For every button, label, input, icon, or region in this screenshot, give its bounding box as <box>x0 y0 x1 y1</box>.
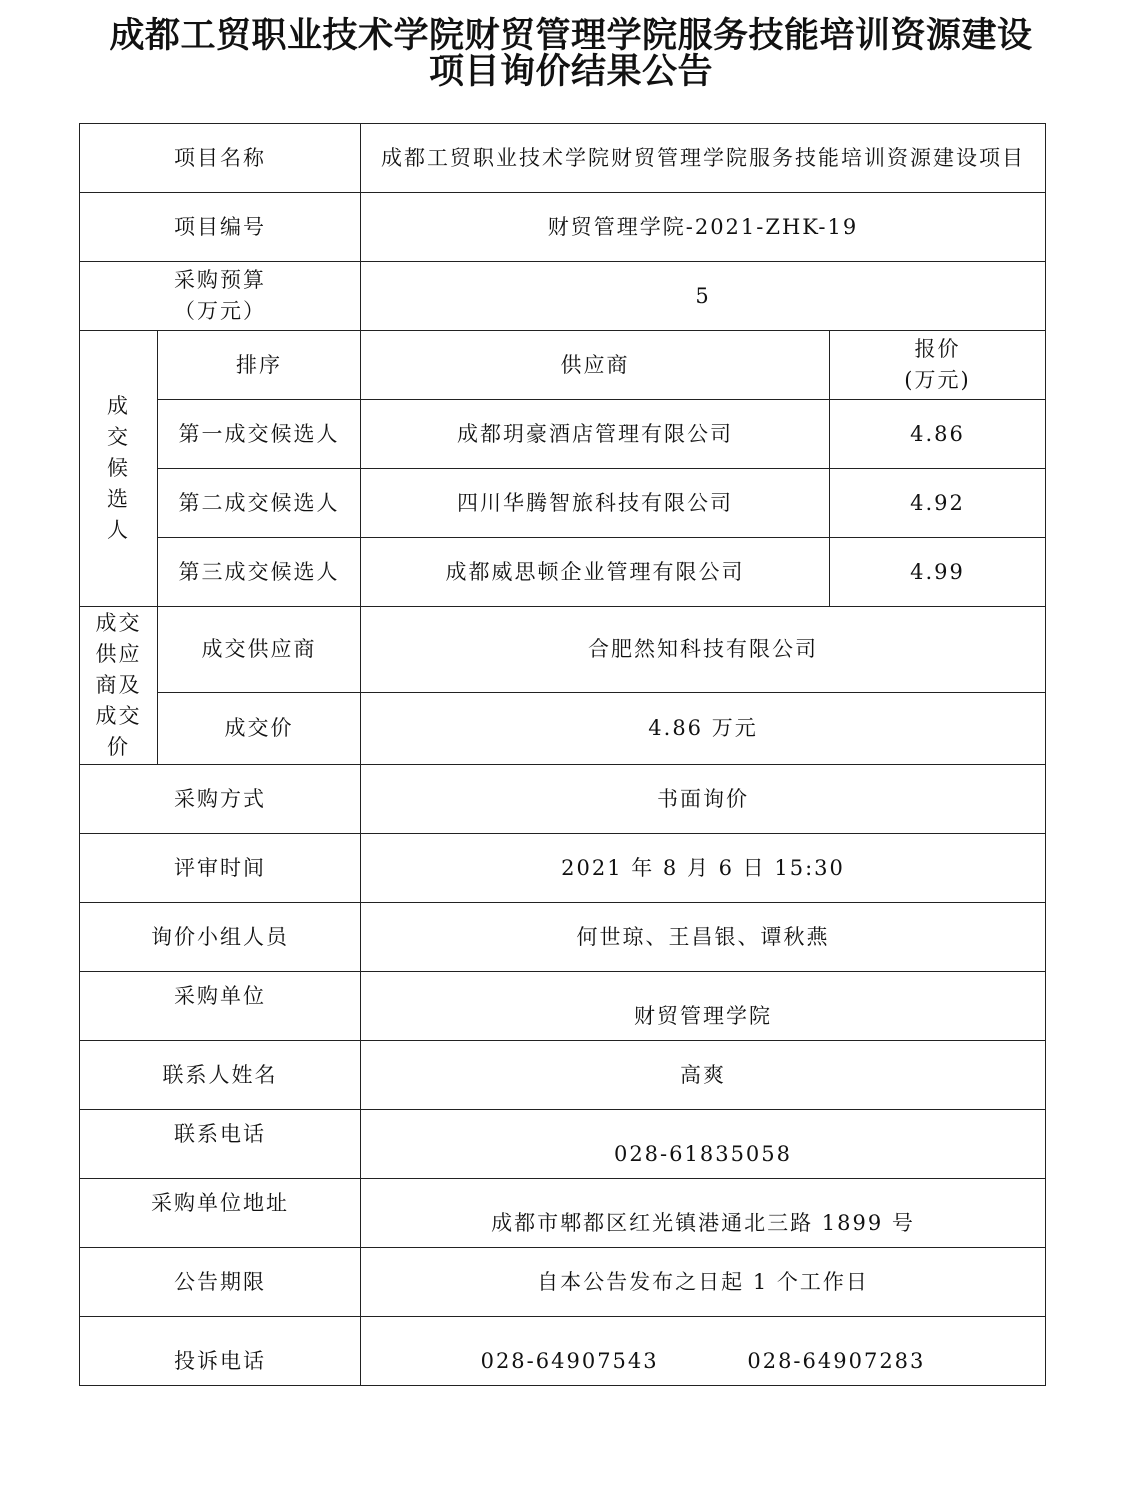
candidate-rank: 第二成交候选人 <box>158 469 361 538</box>
method-value: 书面询价 <box>361 765 1046 834</box>
complaint-phone-1: 028-64907543 <box>480 1348 659 1373</box>
address-label: 采购单位地址 <box>80 1179 361 1248</box>
review-time-label: 评审时间 <box>80 834 361 903</box>
deal-price-label: 成交价 <box>158 693 361 765</box>
table-row <box>80 538 1046 607</box>
contact-name-value: 高爽 <box>361 1041 1046 1110</box>
notice-period-value: 自本公告发布之日起 1 个工作日 <box>361 1248 1046 1317</box>
project-name-label: 项目名称 <box>80 124 361 193</box>
complaint-phone-label: 投诉电话 <box>80 1317 361 1386</box>
contact-name-label: 联系人姓名 <box>80 1041 361 1110</box>
deal-price-value: 4.86 万元 <box>361 693 1046 765</box>
address-value: 成都市郫都区红光镇港通北三路 1899 号 <box>361 1179 1046 1248</box>
candidate-price: 4.92 <box>830 469 1046 538</box>
row-unit <box>80 972 1046 1041</box>
budget-value: 5 <box>361 262 1046 331</box>
row-project-code <box>80 193 1046 262</box>
candidate-price: 4.99 <box>830 538 1046 607</box>
candidate-supplier: 四川华腾智旅科技有限公司 <box>361 469 830 538</box>
row-budget <box>80 262 1046 331</box>
result-table <box>79 123 1046 1386</box>
unit-value: 财贸管理学院 <box>361 972 1046 1041</box>
budget-label <box>80 262 361 331</box>
header-supplier: 供应商 <box>361 331 830 400</box>
panel-value: 何世琼、王昌银、谭秋燕 <box>361 903 1046 972</box>
project-code-value: 财贸管理学院-2021-ZHK-19 <box>361 193 1046 262</box>
candidate-price: 4.86 <box>830 400 1046 469</box>
budget-label-line1: 采购预算 <box>174 268 266 292</box>
row-contact-name <box>80 1041 1046 1110</box>
review-time-value: 2021 年 8 月 6 日 15:30 <box>361 834 1046 903</box>
row-method <box>80 765 1046 834</box>
row-project-name <box>80 124 1046 193</box>
complaint-phone-2: 028-64907283 <box>747 1348 926 1373</box>
complaint-phone-value <box>361 1317 1046 1386</box>
candidate-supplier: 成都威思顿企业管理有限公司 <box>361 538 830 607</box>
row-panel <box>80 903 1046 972</box>
budget-label-line2: （万元） <box>174 299 266 323</box>
candidate-rank: 第一成交候选人 <box>158 400 361 469</box>
deal-group-label: 成交 供应 商及 成交 价 <box>80 607 158 765</box>
row-deal-supplier <box>80 607 1046 693</box>
header-rank: 排序 <box>158 331 361 400</box>
row-review-time <box>80 834 1046 903</box>
title-line-1: 成都工贸职业技术学院财贸管理学院服务技能培训资源建设 <box>109 16 1033 56</box>
method-label: 采购方式 <box>80 765 361 834</box>
header-price: 报价 (万元) <box>830 331 1046 400</box>
row-candidates-header <box>80 331 1046 400</box>
candidate-rank: 第三成交候选人 <box>158 538 361 607</box>
panel-label: 询价小组人员 <box>80 903 361 972</box>
project-code-label: 项目编号 <box>80 193 361 262</box>
table-row <box>80 469 1046 538</box>
unit-label: 采购单位 <box>80 972 361 1041</box>
deal-supplier-label: 成交供应商 <box>158 607 361 693</box>
title-line-2: 项目询价结果公告 <box>428 52 713 92</box>
candidate-supplier: 成都玥豪酒店管理有限公司 <box>361 400 830 469</box>
row-contact-phone <box>80 1110 1046 1179</box>
candidates-group-label: 成 交 候 选 人 <box>80 331 158 607</box>
row-notice-period <box>80 1248 1046 1317</box>
deal-supplier-value: 合肥然知科技有限公司 <box>361 607 1046 693</box>
project-name-value: 成都工贸职业技术学院财贸管理学院服务技能培训资源建设项目 <box>361 124 1046 193</box>
notice-period-label: 公告期限 <box>80 1248 361 1317</box>
contact-phone-value: 028-61835058 <box>361 1110 1046 1179</box>
row-complaint-phone <box>80 1317 1046 1386</box>
document-title <box>0 18 1142 90</box>
table-row <box>80 400 1046 469</box>
contact-phone-label: 联系电话 <box>80 1110 361 1179</box>
row-address <box>80 1179 1046 1248</box>
row-deal-price <box>80 693 1046 765</box>
